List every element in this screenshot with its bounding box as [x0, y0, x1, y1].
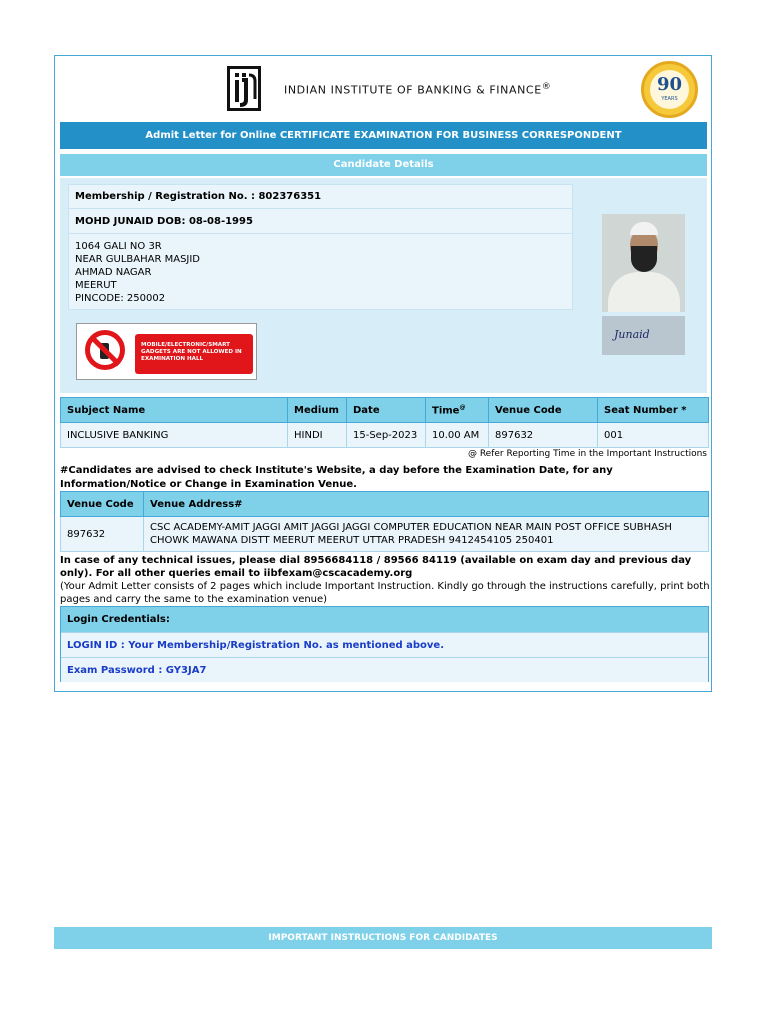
support-notes [60, 554, 710, 606]
col-seat-number: Seat Number * [598, 398, 709, 423]
subject-table [60, 397, 709, 448]
admit-letter-pages-note: (Your Admit Letter consists of 2 pages which include Important Instruction. Kindly go through the instructions carefully, print both pages and carry the same to the examination venue) [60, 581, 710, 605]
col-venue-address: Venue Address# [144, 492, 709, 517]
col-date: Date [347, 398, 426, 423]
membership-number: Membership / Registration No. : 802376351 [69, 185, 572, 209]
admit-letter [54, 55, 712, 692]
login-credentials [60, 606, 709, 682]
table-row [61, 517, 709, 552]
venue-table-header [61, 492, 709, 517]
letter-header [55, 56, 711, 120]
candidate-photo [602, 214, 685, 312]
reporting-time-note: @ Refer Reporting Time in the Important Instructions [467, 449, 707, 459]
col-venue-code: Venue Code [61, 492, 144, 517]
login-heading: Login Credentials: [61, 607, 708, 632]
org-name: INDIAN INSTITUTE OF BANKING & FINANCE® [284, 82, 552, 97]
iibf-logo [227, 66, 261, 111]
90-years-badge: 90 YEARS [641, 61, 698, 118]
exam-time: 10.00 AM [426, 423, 489, 448]
candidate-panel [60, 178, 707, 393]
col-time: Time@ [426, 398, 489, 423]
no-mobile-icon [85, 330, 125, 370]
col-medium: Medium [288, 398, 347, 423]
name-dob: MOHD JUNAID DOB: 08-08-1995 [69, 209, 572, 234]
medium: HINDI [288, 423, 347, 448]
page-title: Admit Letter for Online CERTIFICATE EXAMINATION FOR BUSINESS CORRESPONDENT [60, 122, 707, 149]
candidate-details-heading: Candidate Details [60, 154, 707, 176]
login-id: LOGIN ID : Your Membership/Registration No. as mentioned above. [61, 632, 708, 657]
website-advice-note: #Candidates are advised to check Institute's Website, a day before the Examination Date, for any Information/Notice or Change in Examination Venue. [60, 465, 613, 490]
exam-date: 15-Sep-2023 [347, 423, 426, 448]
col-subject-name: Subject Name [61, 398, 288, 423]
venue-address: CSC ACADEMY-AMIT JAGGI AMIT JAGGI JAGGI COMPUTER EDUCATION NEAR MAIN POST OFFICE SUBHASH CHOWK MAWANA DISTT MEERUT MEERUT UTTAR PRADESH 9412454105 250401 [144, 517, 709, 552]
no-gadgets-warning [76, 323, 257, 380]
venue-code: 897632 [61, 517, 144, 552]
venue-table [60, 491, 709, 552]
exam-password: Exam Password : GY3JA7 [61, 657, 708, 682]
candidate-address: 1064 GALI NO 3R NEAR GULBAHAR MASJID AHMAD NAGAR MEERUT PINCODE: 250002 [75, 241, 201, 304]
candidate-signature: Junaid [602, 316, 685, 355]
candidate-info [68, 184, 573, 310]
warning-text: MOBILE/ELECTRONIC/SMART GADGETS ARE NOT ALLOWED IN EXAMINATION HALL [135, 334, 253, 374]
subject-table-header [61, 398, 709, 423]
seat-number: 001 [598, 423, 709, 448]
subject-name: INCLUSIVE BANKING [61, 423, 288, 448]
technical-issues-note: In case of any technical issues, please dial 8956684118 / 89566 84119 (available on exam day and previous day only). For all other queries email to iibfexam@cscacademy.org [60, 555, 692, 579]
venue-code: 897632 [489, 423, 598, 448]
col-venue-code: Venue Code [489, 398, 598, 423]
table-row [61, 423, 709, 448]
important-instructions-heading: IMPORTANT INSTRUCTIONS FOR CANDIDATES [54, 927, 712, 949]
